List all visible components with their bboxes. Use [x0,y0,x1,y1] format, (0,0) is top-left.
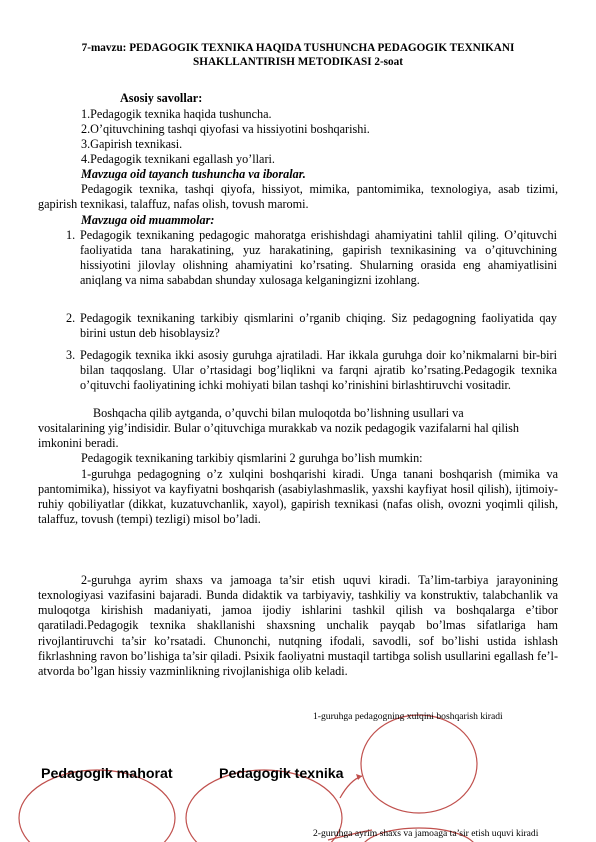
questions-heading: Asosiy savollar: [120,91,203,105]
problem-text-2: Pedagogik texnikaning tarkibiy qismlarini o’rganib chiqing. Siz pedagogning faoliyatida qay birini ustun deb hisoblaysiz? [80,311,557,341]
question-item-2: 2.O’qituvchining tashqi qiyofasi va hissiyotini boshqarishi. [81,122,370,136]
diagram-caption-bottom: 2-guruhga ayrim shaxs va jamoaga ta’sir etish uquvi kiradi [313,828,539,839]
problem-number-3: 3. [66,348,76,362]
page-title: 7-mavzu: PEDAGOGIK TEXNIKA HAQIDA TUSHUNCHA PEDAGOGIK TEXNIKANI SHAKLLANTIRISH METODIKASI 2-soat [81,42,515,68]
terms-heading: Mavzuga oid tayanch tushuncha va iboralar. [81,167,306,181]
question-item-1: 1.Pedagogik texnika haqida tushuncha. [81,107,272,121]
paragraph-3: 1-guruhga pedagogning o’z xulqini boshqarishi kiradi. Unga tanani boshqarish (mimika va pantomimika), hissiyot va kayfiyatni boshqarish (asabiylashmaslik, yaxshi kayfiyat hosil qilish), ijtimoiy-ruhiy qobiliyatlar (dikkat, kuzatuvchanlik, xayol), gapirish texnikasi (nafas olish, ovozni yoqimli qilish, talaffuz, tovush (tempi) tezligi) misol bo’ladi. [38,467,558,527]
terms-text: Pedagogik texnika, tashqi qiyofa, hissiyot, mimika, pantomimika, texnologiya, asab tizimi, gapirish texnikasi, talaffuz, nafas olish, tovush maromi. [38,182,558,212]
problem-number-1: 1. [66,228,76,242]
diagram-caption-top: 1-guruhga pedagogning xulqini boshqarish kiradi [313,711,503,722]
problem-text-3: Pedagogik texnika ikki asosiy guruhga ajratiladi. Har ikkala guruhga doir ko’nikmalarni bir-biri bilan taqqoslang. Ular o’rtasidagi bog’liqlikni va farqni ajratib ko’rsating.Pedagogik texnika o’qituvchi faoliyatining ichki mohiyati bilan tashqi ko’rinishini birlashtiruvchi vositadir. [80,348,557,393]
problems-heading: Mavzuga oid muammolar: [81,213,215,227]
paragraph-4: 2-guruhga ayrim shaxs va jamoaga ta’sir etish uquvi kiradi. Ta’lim-tarbiya jarayonining texnologiyasi vazifasini bajaradi. Bunda didaktik va tarbiyaviy, tashkiliy va konstruktiv, talabchanlik va muloqotga kirishish madaniyati, jamoa ijodiy ishlarini tashkil qilish va boshqalarga e’tibor qaratiladi.Pedagogik texnika shakllanishi shaxsning unchalik payqab bo’lmas sifatlariga ham rivojlantiruvchi ta’sir ko’rsatadi. Chunonchi, nutqning ifodali, savodli, sof bo’lishi ustida ishlash fikrlashning ravon bo’lishiga ta’sir qiladi. Psixik faoliyatni mustaqil tartibga solish usullarini egallash fe’l-atvorda bo’lgan hissiy vazminlikning rivojlanishiga olib keladi. [38,573,558,678]
paragraph-2: Pedagogik texnikaning tarkibiy qismlarini 2 guruhga bo’lish mumkin: [81,451,423,465]
problem-number-2: 2. [66,311,76,325]
arrowhead-group1 [356,774,362,780]
problem-text-1: Pedagogik texnikaning pedagogic mahoratga erishishdagi ahamiyatini tahlil qiling. O’qituvchi faoliyatida tana harakatining, yuz harakatining, gapirish texnikasining va o’qituvchining hissiyotini jilovlay olishning ahamiyatini ko’rsating. Shularning orasida eng ahamiyatlisini aniqlang va nima sababdan shunday xulosaga kelganingizni izohlang. [80,228,557,288]
group1-ellipse [361,715,477,813]
paragraph-1: Boshqacha qilib aytganda, o’quvchi bilan muloqotda bo’lishning usullari va vositalarining yig’indisidir. Bular o’qituvchiga murakkab va nozik pedagogik vazifalarni hal qilish imkonini beradi. [38,406,519,451]
diagram-label-mahorat: Pedagogik mahorat [41,766,173,782]
question-item-4: 4.Pedagogik texnikani egallash yo’llari. [81,152,275,166]
question-item-3: 3.Gapirish texnikasi. [81,137,183,151]
diagram-label-texnika: Pedagogik texnika [219,766,344,782]
